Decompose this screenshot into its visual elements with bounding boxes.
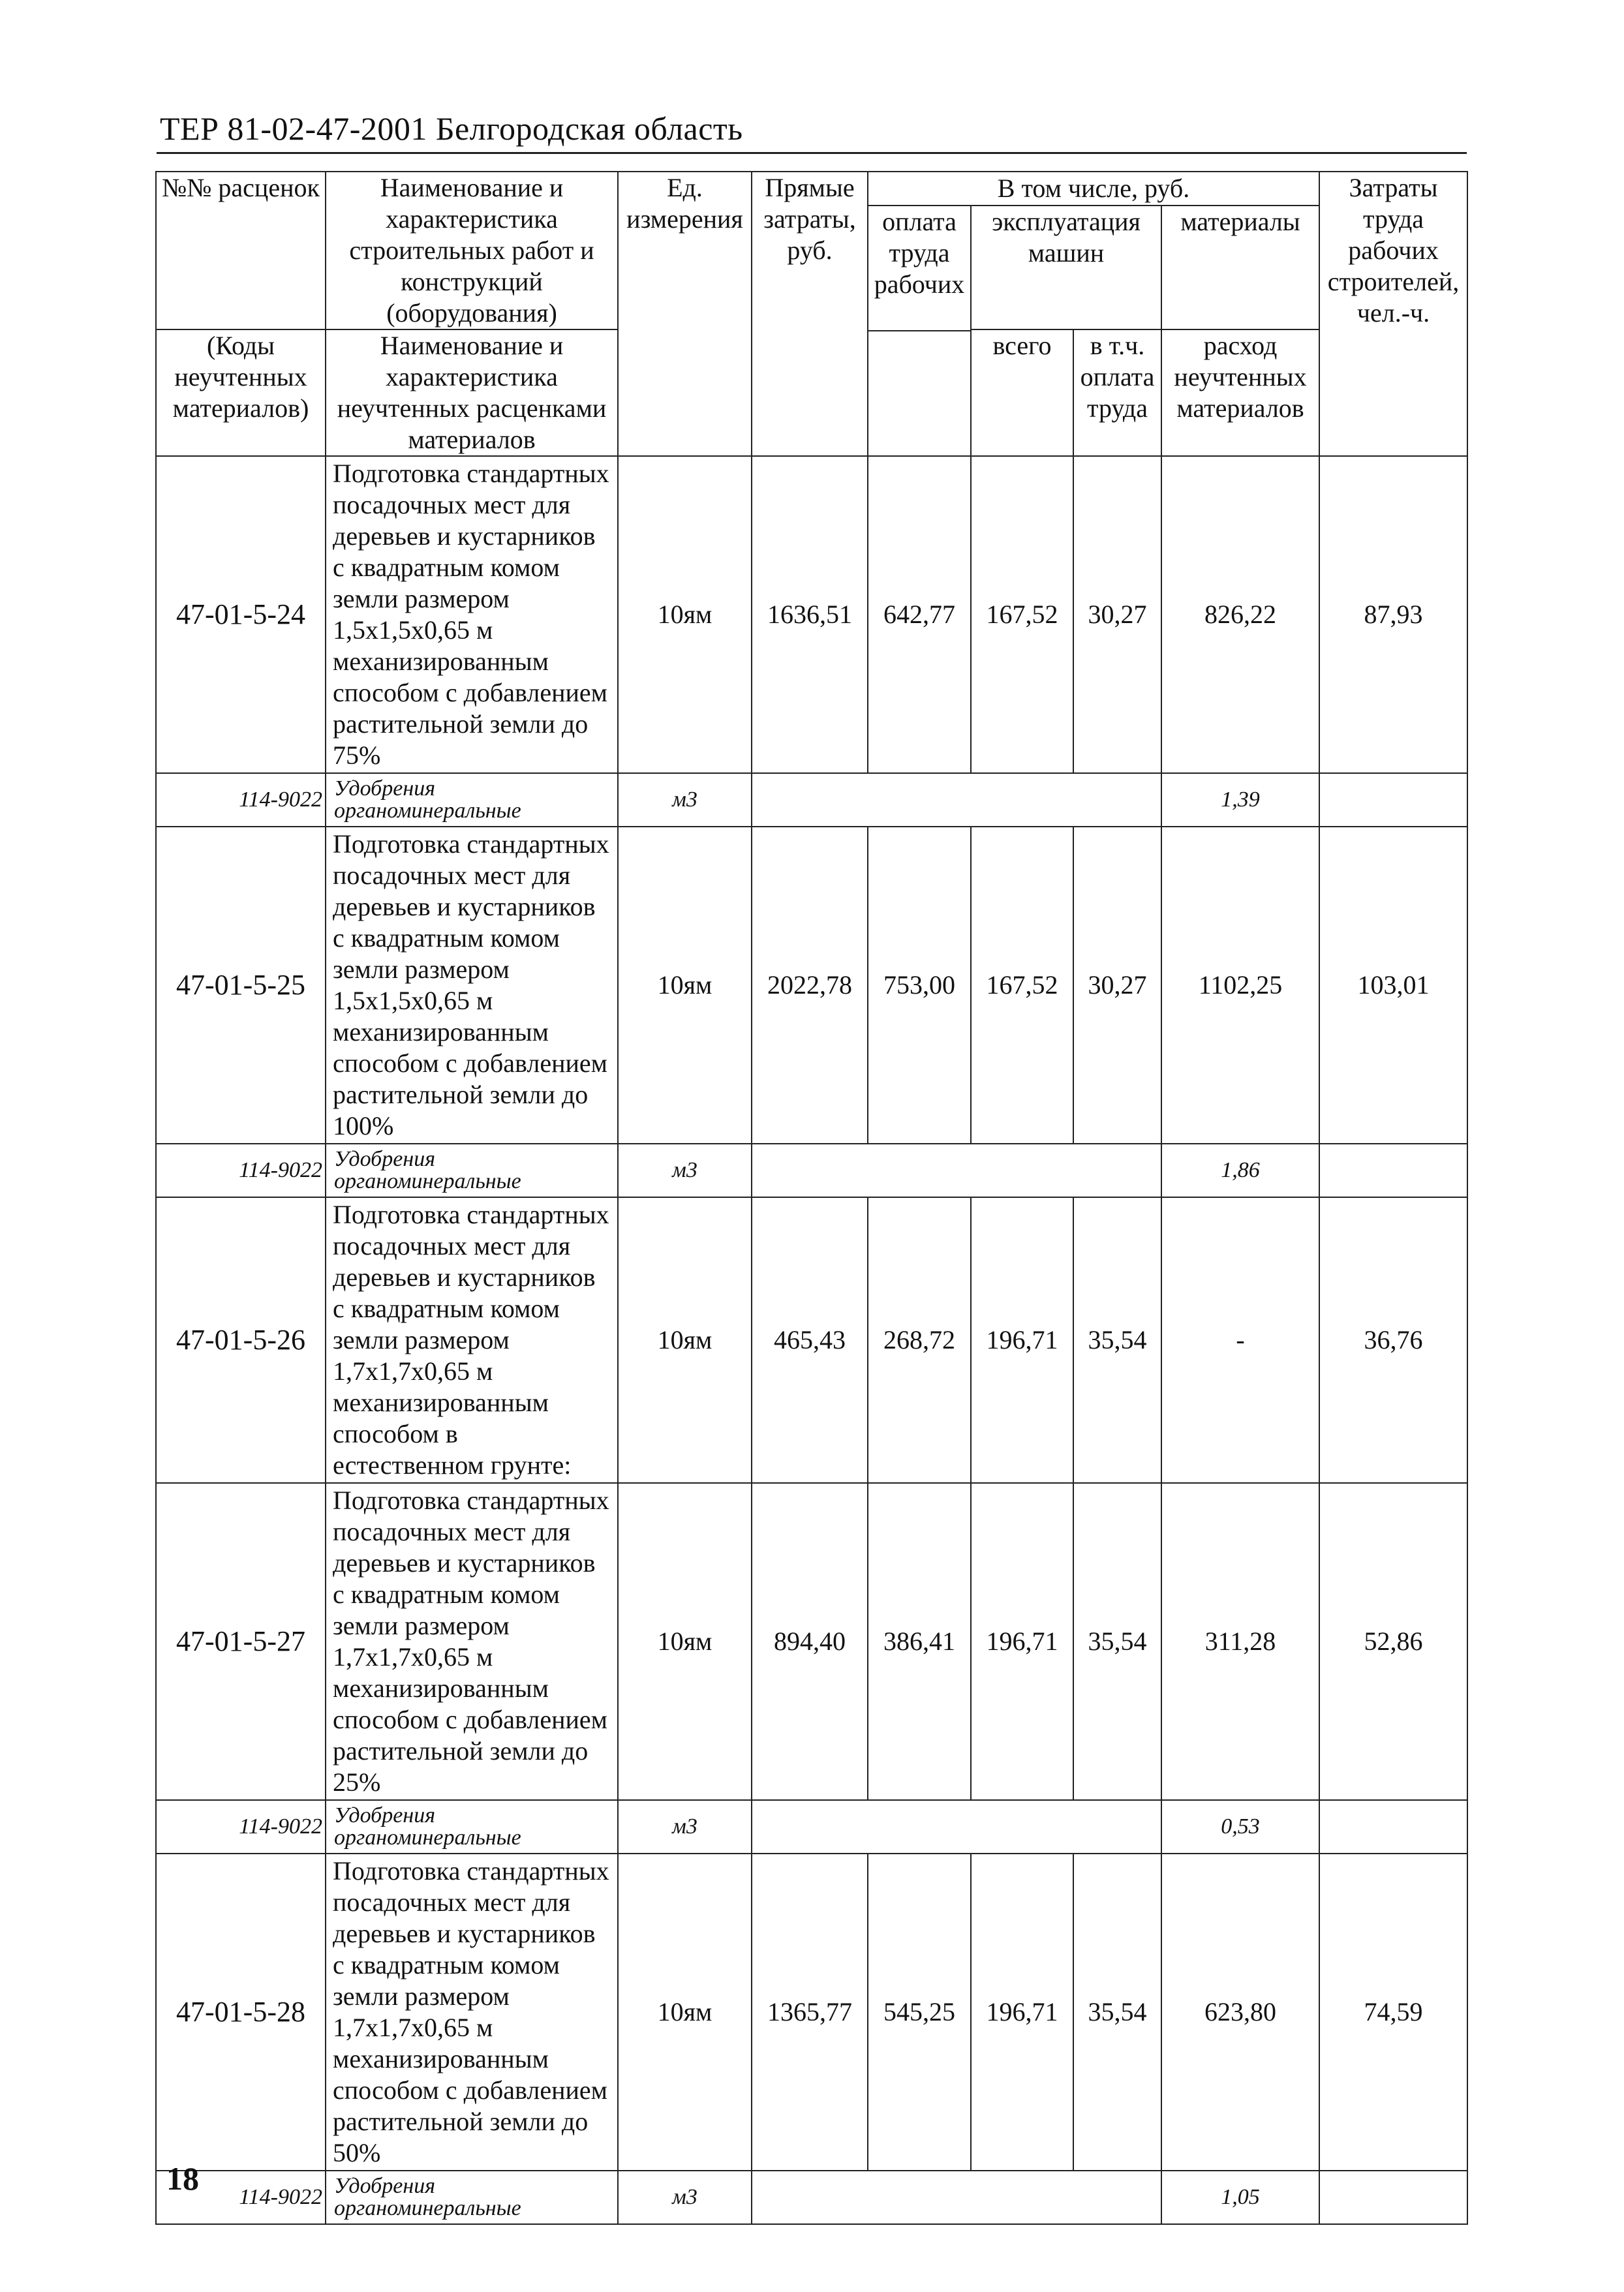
material-unit: м3 <box>618 773 752 827</box>
rate-code: 47-01-5-28 <box>156 1854 326 2171</box>
rate-unit: 10ям <box>618 456 752 773</box>
header-materials: материалы <box>1161 206 1319 329</box>
header-wages-blank <box>868 331 971 456</box>
rate-machines-total: 167,52 <box>971 456 1073 773</box>
material-description: Удобрения органоминеральные <box>326 2171 618 2224</box>
header-code: №№ расценок <box>156 172 326 329</box>
rate-machines-wages: 30,27 <box>1073 827 1161 1144</box>
rate-direct-cost: 2022,78 <box>752 827 868 1144</box>
rate-machines-wages: 35,54 <box>1073 1854 1161 2171</box>
rate-unit: 10ям <box>618 827 752 1144</box>
material-row <box>156 773 1467 827</box>
page-number: 18 <box>166 2160 199 2197</box>
header-code-sub: (Коды неучтенных материалов) <box>156 329 326 456</box>
rate-code: 47-01-5-25 <box>156 827 326 1144</box>
rate-machines-wages: 35,54 <box>1073 1483 1161 1800</box>
rate-code: 47-01-5-24 <box>156 456 326 773</box>
rate-wages: 545,25 <box>868 1854 971 2171</box>
rate-machines-total: 196,71 <box>971 1197 1073 1483</box>
rate-labor: 36,76 <box>1319 1197 1467 1483</box>
rate-labor: 103,01 <box>1319 827 1467 1144</box>
rate-description: Подготовка стандартных посадочных мест для деревьев и кустарников с квадратным комом земли размером 1,5х1,5х0,65 м механизированным способом с добавлением растительной земли до 100% <box>326 827 618 1144</box>
rate-labor: 52,86 <box>1319 1483 1467 1800</box>
material-unit: м3 <box>618 1800 752 1854</box>
header-including: В том числе, руб. <box>868 172 1319 206</box>
material-row <box>156 2171 1467 2224</box>
rate-materials: 1102,25 <box>1161 827 1319 1144</box>
rate-description: Подготовка стандартных посадочных мест для деревьев и кустарников с квадратным комом земли размером 1,5х1,5х0,65 м механизированным способом с добавлением растительной земли до 75% <box>326 456 618 773</box>
rate-unit: 10ям <box>618 1854 752 2171</box>
material-description: Удобрения органоминеральные <box>326 773 618 827</box>
rate-machines-wages: 35,54 <box>1073 1197 1161 1483</box>
rate-row <box>156 827 1467 1144</box>
material-code: 114-9022 <box>156 1800 326 1854</box>
header-mach-wages: в т.ч. оплата труда <box>1073 329 1161 456</box>
material-code: 114-9022 <box>156 773 326 827</box>
header-wages: оплата труда рабочих <box>868 206 971 331</box>
rate-labor: 74,59 <box>1319 1854 1467 2171</box>
material-code: 114-9022 <box>156 2171 326 2224</box>
header-unit: Ед. измерения <box>618 172 752 456</box>
rate-unit: 10ям <box>618 1197 752 1483</box>
header-name: Наименование и характеристика строительных работ и конструкций (оборудования) <box>326 172 618 329</box>
rate-direct-cost: 894,40 <box>752 1483 868 1800</box>
rate-description: Подготовка стандартных посадочных мест для деревьев и кустарников с квадратным комом земли размером 1,7х1,7х0,65 м механизированным способом с добавлением растительной земли до 50% <box>326 1854 618 2171</box>
rate-code: 47-01-5-26 <box>156 1197 326 1483</box>
rate-row <box>156 1483 1467 1800</box>
rate-materials: 623,80 <box>1161 1854 1319 2171</box>
header-mach-total: всего <box>971 329 1073 456</box>
material-labor-blank <box>1319 2171 1467 2224</box>
rate-row <box>156 456 1467 773</box>
material-labor-blank <box>1319 773 1467 827</box>
rate-labor: 87,93 <box>1319 456 1467 773</box>
material-unit: м3 <box>618 1144 752 1197</box>
material-unit: м3 <box>618 2171 752 2224</box>
header-machines: эксплуатация машин <box>971 206 1161 329</box>
rate-row <box>156 1197 1467 1483</box>
rate-wages: 753,00 <box>868 827 971 1144</box>
material-labor-blank <box>1319 1144 1467 1197</box>
rate-direct-cost: 1365,77 <box>752 1854 868 2171</box>
material-usage: 1,86 <box>1161 1144 1319 1197</box>
rate-direct-cost: 465,43 <box>752 1197 868 1483</box>
rate-unit: 10ям <box>618 1483 752 1800</box>
material-description: Удобрения органоминеральные <box>326 1144 618 1197</box>
rate-machines-total: 196,71 <box>971 1854 1073 2171</box>
rates-table <box>155 171 1468 2225</box>
rate-wages: 386,41 <box>868 1483 971 1800</box>
title-divider <box>157 152 1467 154</box>
material-blank <box>752 2171 1161 2224</box>
material-row <box>156 1144 1467 1197</box>
material-usage: 0,53 <box>1161 1800 1319 1854</box>
material-blank <box>752 1144 1161 1197</box>
material-usage: 1,39 <box>1161 773 1319 827</box>
header-mat-usage: расход неучтенных материалов <box>1161 329 1319 456</box>
rate-machines-total: 167,52 <box>971 827 1073 1144</box>
rate-code: 47-01-5-27 <box>156 1483 326 1800</box>
rate-materials: 311,28 <box>1161 1483 1319 1800</box>
rate-materials: - <box>1161 1197 1319 1483</box>
material-blank <box>752 773 1161 827</box>
material-labor-blank <box>1319 1800 1467 1854</box>
rate-description: Подготовка стандартных посадочных мест для деревьев и кустарников с квадратным комом земли размером 1,7х1,7х0,65 м механизированным способом в естественном грунте: <box>326 1197 618 1483</box>
rate-machines-total: 196,71 <box>971 1483 1073 1800</box>
material-code: 114-9022 <box>156 1144 326 1197</box>
rate-direct-cost: 1636,51 <box>752 456 868 773</box>
header-direct: Прямые затраты, руб. <box>752 172 868 456</box>
material-usage: 1,05 <box>1161 2171 1319 2224</box>
rate-materials: 826,22 <box>1161 456 1319 773</box>
rate-row <box>156 1854 1467 2171</box>
rate-machines-wages: 30,27 <box>1073 456 1161 773</box>
header-name-sub: Наименование и характеристика неучтенных расценками материалов <box>326 329 618 456</box>
material-description: Удобрения органоминеральные <box>326 1800 618 1854</box>
header-labor: Затраты труда рабочих строителей, чел.-ч. <box>1319 172 1467 456</box>
material-blank <box>752 1800 1161 1854</box>
rate-wages: 268,72 <box>868 1197 971 1483</box>
material-row <box>156 1800 1467 1854</box>
document-title: ТЕР 81-02-47-2001 Белгородская область <box>160 110 743 147</box>
rate-wages: 642,77 <box>868 456 971 773</box>
rate-description: Подготовка стандартных посадочных мест для деревьев и кустарников с квадратным комом земли размером 1,7х1,7х0,65 м механизированным способом с добавлением растительной земли до 25% <box>326 1483 618 1800</box>
